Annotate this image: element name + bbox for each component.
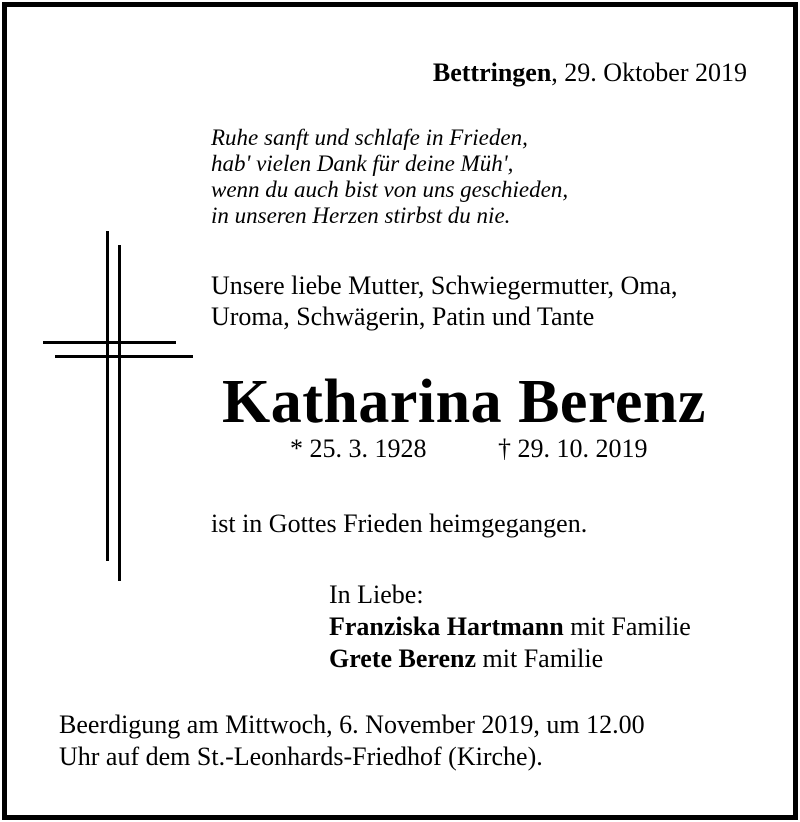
funeral-line: Beerdigung am Mittwoch, 6. November 2019, um 12.00 [59, 710, 645, 739]
poem-line: hab' vielen Dank für deine Müh', [211, 151, 514, 176]
intro-text [211, 270, 678, 332]
poem-line: in unseren Herzen stirbst du nie. [211, 203, 511, 228]
poem-line: wenn du auch bist von uns geschieden, [211, 177, 569, 202]
signers-block [329, 579, 691, 675]
funeral-info [59, 709, 645, 773]
intro-line: Unsere liebe Mutter, Schwiegermutter, Oma, [211, 271, 678, 300]
funeral-line: Uhr auf dem St.-Leonhards-Friedhof (Kirche). [59, 742, 543, 771]
signer-line [329, 611, 691, 643]
obituary-notice [2, 2, 798, 820]
poem-line: Ruhe sanft und schlafe in Frieden, [211, 125, 528, 150]
date: , 29. Oktober 2019 [551, 58, 747, 87]
signers-intro: In Liebe: [329, 580, 424, 609]
place: Bettringen [432, 58, 552, 87]
cross-icon [43, 231, 193, 581]
deceased-name: Katharina Berenz [222, 368, 706, 436]
death-date: † 29. 10. 2019 [498, 434, 648, 463]
signer-suffix: mit Familie [563, 612, 691, 641]
signer-name: Franziska Hartmann [329, 612, 564, 641]
signer-line [329, 643, 691, 675]
dateline [433, 58, 747, 88]
signer-name: Grete Berenz [329, 644, 477, 673]
birth-date: * 25. 3. 1928 [290, 434, 427, 463]
passed-text: ist in Gottes Frieden heimgegangen. [211, 509, 588, 538]
intro-line: Uroma, Schwägerin, Patin und Tante [211, 302, 595, 331]
signer-suffix: mit Familie [476, 644, 604, 673]
poem [211, 125, 568, 229]
